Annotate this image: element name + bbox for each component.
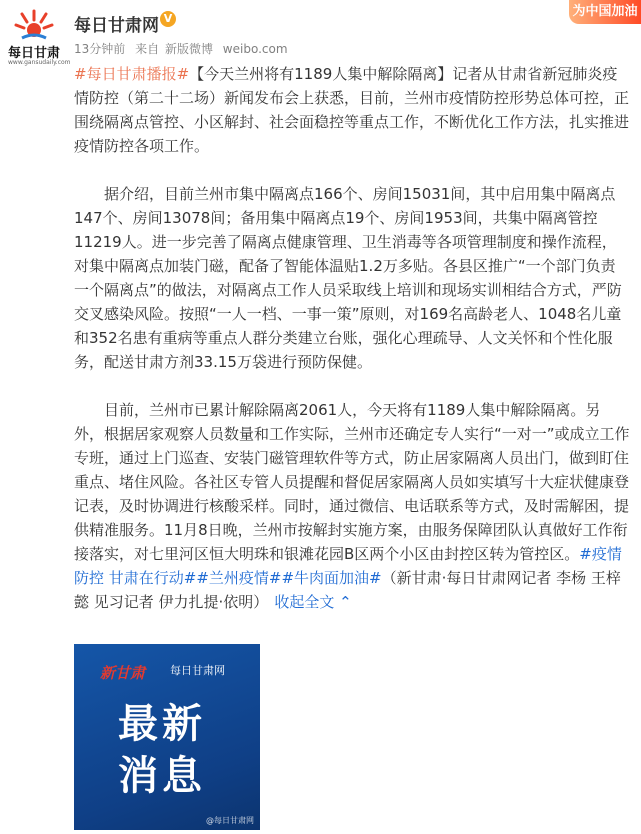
reporter-credit: （新甘肃·每日甘肃网记者 李杨 王梓懿 见习记者 伊力扎提·依明）: [74, 569, 621, 611]
image-brand-left: 新甘肃: [100, 664, 146, 682]
paragraph-3: [74, 398, 630, 614]
campaign-badge: 为中国加油: [569, 0, 641, 24]
paragraph-3-text: 目前，兰州市已累计解除隔离2061人，今天将有1189人集中解除隔离。另外，根据居家观察人员数量和工作实际，兰州市还确定专人实行“一对一”或成立工作专班，通过上门巡查、安装门磁管理软件等方式，防止居家隔离人员出门，做到盯住重点、堵住风险。各社区专管人员提醒和督促居家隔离人员如实填写十大症状健康登记表，及时协调进行核酸采样。同时，通过微信、电话联系等方式，及时需解困，提供精准服务。11月8日晚，兰州市按解封实施方案，由服务保障团队认真做好工作衔接落实，对七里河区恒大明珠和银滩花园B区两个小区由封控区转为管控区。: [74, 401, 630, 563]
post-body: [74, 62, 630, 638]
paragraph-1: [74, 62, 630, 158]
avatar[interactable]: [8, 8, 71, 68]
verified-icon: V: [160, 11, 176, 27]
post-source[interactable]: 新版微博: [164, 42, 213, 56]
collapse-button[interactable]: [274, 593, 351, 611]
topic-tags-link[interactable]: #疫情防控 甘肃在行动##兰州疫情##牛肉面加油#: [74, 545, 622, 587]
sunburst-logo-icon: [14, 8, 54, 42]
headline: 【今天兰州将有1189人集中解除隔离】: [189, 65, 453, 83]
attached-image[interactable]: [74, 644, 260, 830]
image-headline: 最新消息: [118, 701, 206, 799]
hashtag-link[interactable]: #每日甘肃播报#: [74, 65, 190, 83]
paragraph-1-text: 记者从甘肃省新冠肺炎疫情防控（第二十二场）新闻发布会上获悉，目前，兰州市疫情防控形势总体可控，正围绕隔离点管控、小区解封、社会面稳控等重点工作，不断优化工作方法，扎实推进疫情防控各项工作。: [74, 65, 630, 155]
image-brand-right: 每日甘肃网: [170, 664, 225, 677]
account-name[interactable]: 每日甘肃网: [74, 16, 159, 36]
collapse-label: 收起全文: [274, 593, 335, 611]
logo-text: 每日甘肃: [8, 46, 61, 61]
logo-subtitle: www.gansudaily.com: [8, 59, 71, 66]
watermark-domain: weibo.com: [222, 42, 288, 56]
chevron-up-icon: ⌃: [339, 593, 352, 611]
paragraph-2: 据介绍，目前兰州市集中隔离点166个、房间15031间，其中启用集中隔离点147个、房间13078间；备用集中隔离点19个、房间1953间，共集中隔离管控11219人。进一步完善了隔离点健康管理、卫生消毒等各项管理制度和操作流程，对集中隔离点加装门磁，配备了智能体温贴1.2万多贴。各县区推广“一个部门负责一个隔离点”的做法，对隔离点工作人员采取线上培训和现场实训相结合方式，严防交叉感染风险。按照“一人一档、一事一策”原则，对169名高龄老人、1048名儿童和352名患有重病等重点人群分类建立台账，强化心理疏导、人文关怀和个性化服务，配送甘肃方剂33.15万袋进行预防保健。: [74, 185, 622, 371]
post-time[interactable]: 13分钟前: [74, 42, 126, 56]
image-watermark: @每日甘肃网: [206, 816, 254, 825]
source-prefix: 来自: [135, 42, 160, 56]
post-meta: [74, 40, 294, 57]
post-header: [0, 0, 641, 70]
